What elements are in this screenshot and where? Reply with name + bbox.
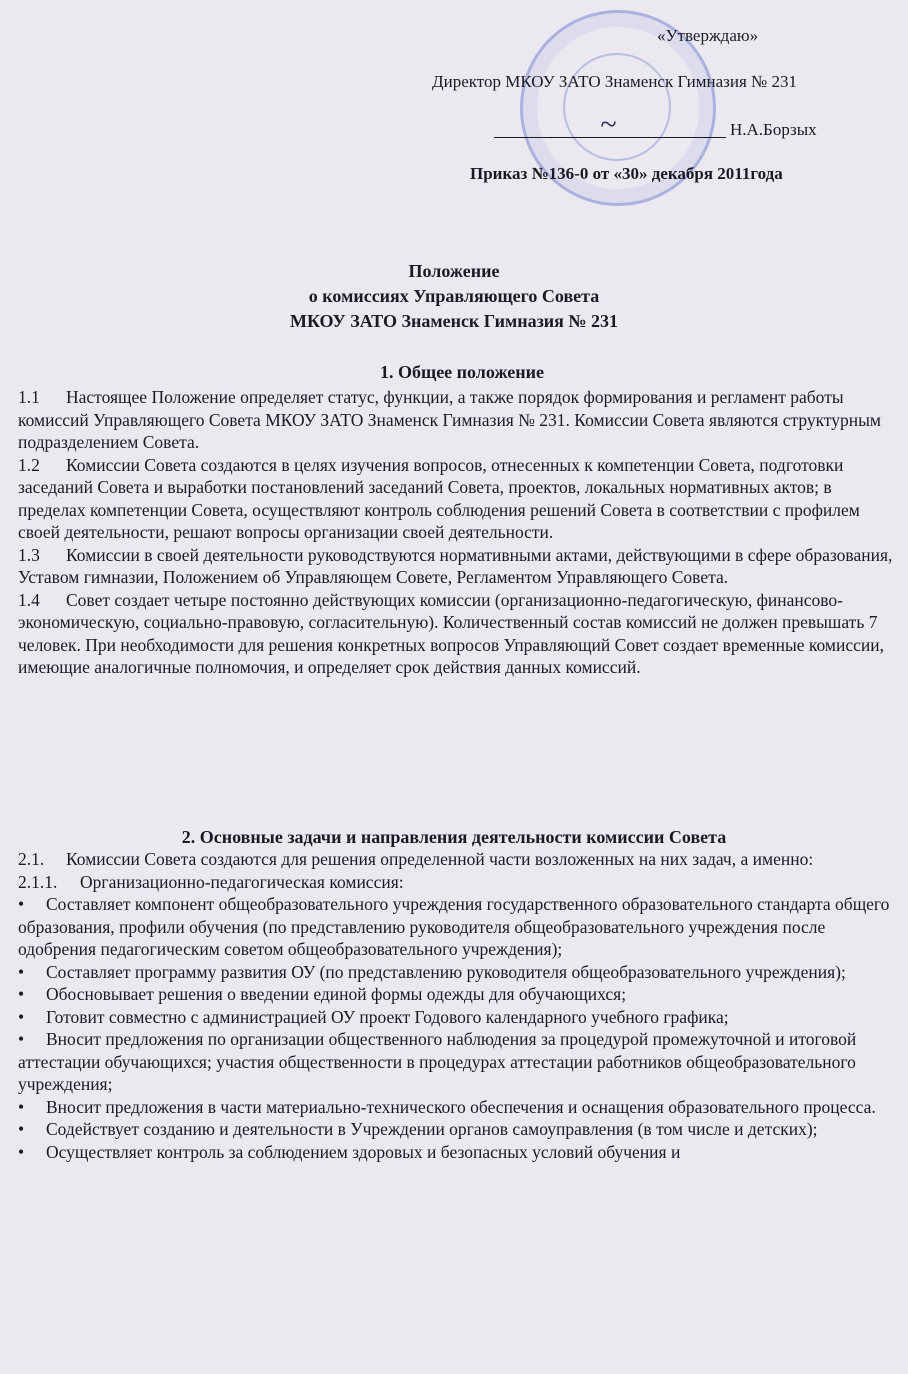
bullet-icon: • xyxy=(18,984,25,1004)
director-line: Директор МКОУ ЗАТО Знаменск Гимназия № 231 xyxy=(432,72,798,91)
bullet-icon: • xyxy=(18,1119,25,1139)
list-item: • Готовит совместно с администрацией ОУ проект Годового календарного учебного графика; xyxy=(18,1006,729,1027)
clause: 1.2 Комиссии Совета создаются в целях изучения вопросов, отнесенных к компетенции Совета, подготовки заседаний Совета и выработки постановлений заседаний Совета, проектов, локальных нормативных актов; в пределах компетенции Совета, осуществляют контроль соблюдения решений Совета в соответствии с профилем своей деятельности, решают вопросы организации своей деятельности. xyxy=(18,454,860,542)
bullet-icon: • xyxy=(18,1006,25,1027)
order-line: Приказ №136-0 от «30» декабря 2011года xyxy=(470,164,783,183)
list-item: • Вносит предложения в части материально-технического обеспечения и оснащения образовательного процесса. xyxy=(18,1096,876,1117)
clause: 1.1 Настоящее Положение определяет статус, функции, а также порядок формирования и регламент работы комиссий Управляющего Совета МКОУ ЗАТО Знаменск Гимназия № 231. Комиссии Совета являются структурным подразделением Совета. xyxy=(18,387,881,452)
bullet-icon: • xyxy=(18,894,25,914)
clause: 1.3 Комиссии в своей деятельности руководствуются нормативными актами, действующими в сфере образования, Уставом гимназии, Положением об Управляющем Совете, Регламентом Управляющего Совета. xyxy=(18,544,893,587)
section2-heading: 2. Основные задачи и направления деятельности комиссии Совета xyxy=(181,827,727,847)
clause: 1.4 Совет создает четыре постоянно действующих комиссии (организационно-педагогическую, финансово-экономическую, социально-правовую, согласительную). Количественный состав комиссий не должен превышать 7 человек. При необходимости для решения конкретных вопросов Управляющий Совет создает временные комиссии, имеющие аналогичные полномочия, и определяет срок действия данных комиссий. xyxy=(18,589,884,677)
section1-heading: 1. Общее положение xyxy=(380,362,544,382)
section1-body xyxy=(18,386,893,679)
list-item: • Обосновывает решения о введении единой формы одежды для обучающихся; xyxy=(18,984,627,1004)
bullet-icon: • xyxy=(18,961,25,982)
list-item: • Содействует созданию и деятельности в Учреждении органов самоуправления (в том числе и детских); xyxy=(18,1119,818,1139)
signature-mark: ~ xyxy=(600,108,617,141)
bullet-icon: • xyxy=(18,1141,25,1162)
doc-subtitle-org: МКОУ ЗАТО Знаменск Гимназия № 231 xyxy=(289,311,619,331)
signatory-name: Н.А.Борзых xyxy=(730,120,817,139)
bullet-icon: • xyxy=(18,1029,25,1049)
list-item: • Вносит предложения по организации общественного наблюдения за процедурой промежуточной и итоговой аттестации обучающихся; участия общественности в процедурах аттестации работников общеобразовательного учреждения; xyxy=(18,1029,857,1094)
section2-body xyxy=(18,848,893,1163)
bullet-icon: • xyxy=(18,1096,25,1117)
clause: 2.1. Комиссии Совета создаются для решения определенной части возложенных на них задач, а именно: xyxy=(18,849,814,869)
doc-subtitle: о комиссиях Управляющего Совета xyxy=(308,286,600,306)
list-item: • Осуществляет контроль за соблюдением здоровых и безопасных условий обучения и xyxy=(18,1141,681,1162)
clause: 2.1.1. Организационно-педагогическая комиссия: xyxy=(18,871,404,892)
approve-label: «Утверждаю» xyxy=(657,26,759,45)
list-item: • Составляет компонент общеобразовательного учреждения государственного образовательного стандарта общего образования, профили обучения (по представлению руководителя общеобразовательного учреждения после одобрения педагогическим советом общеобразовательного учреждения); xyxy=(18,894,890,959)
doc-title: Положение xyxy=(408,261,500,281)
list-item: • Составляет программу развития ОУ (по представлению руководителя общеобразовательного учреждения); xyxy=(18,961,846,982)
